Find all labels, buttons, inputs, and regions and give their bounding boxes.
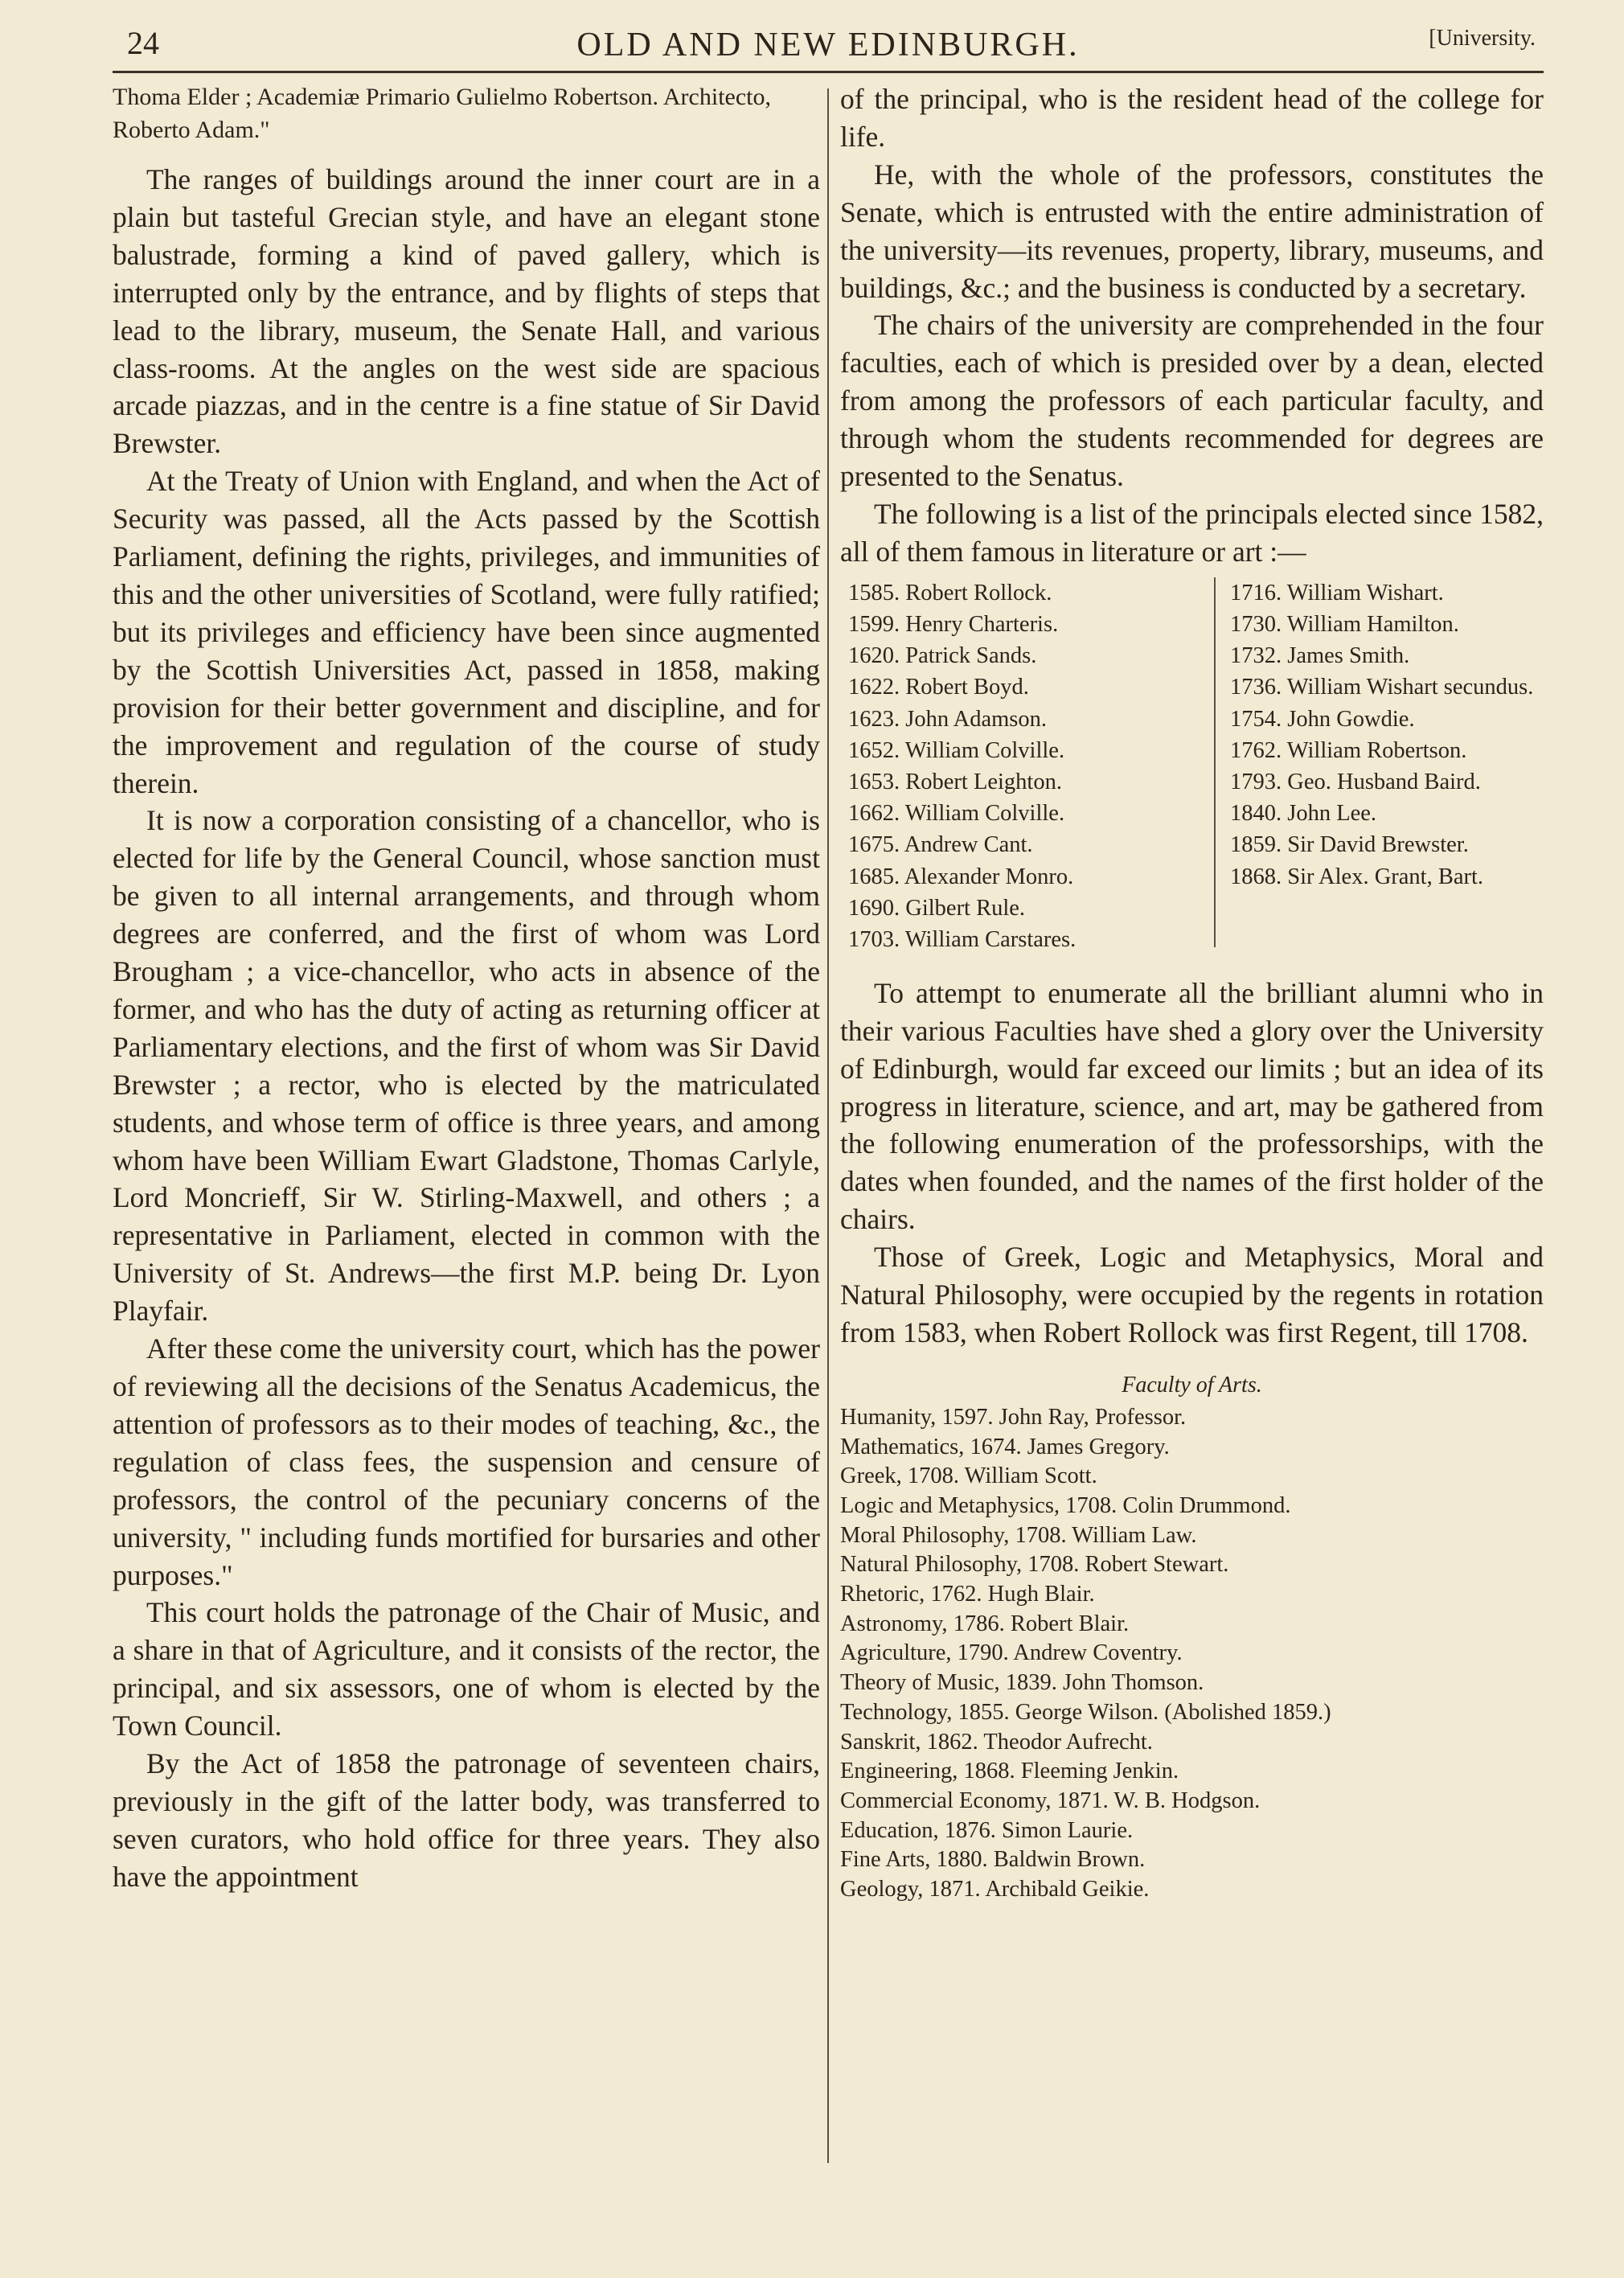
- list-item: 1732. James Smith.: [1230, 643, 1410, 669]
- list-item: 1690. Gilbert Rule.: [848, 895, 1026, 921]
- paragraph: Those of Greek, Logic and Metaphysics, Moral and Natural Philosophy, were occupied by the regents in rotation from 1583, when Robert Rollock was first Regent, till 1708.: [840, 1241, 1544, 1348]
- list-item: 1754. John Gowdie.: [1230, 706, 1415, 732]
- list-item: 1703. William Carstares.: [848, 927, 1077, 953]
- list-item: 1585. Robert Rollock.: [848, 580, 1052, 605]
- section-label: [University.: [1429, 26, 1536, 51]
- list-item: Theory of Music, 1839. John Thomson.: [840, 1670, 1204, 1696]
- paragraph: The ranges of buildings around the inner court are in a plain but tasteful Grecian style, and have an elegant stone balustrade, forming a kind of paved gallery, which is interrupted only by the entrance, and by flights of steps that lead to the library, museum, the Senate Hall, and various class-rooms. At the angles on the west side are spacious arcade piazzas, and in the centre is a fine statue of Sir David Brewster.: [113, 163, 820, 460]
- list-item: 1868. Sir Alex. Grant, Bart.: [1230, 864, 1484, 889]
- right-column: [840, 80, 1544, 1905]
- list-item: 1685. Alexander Monro.: [848, 864, 1074, 889]
- left-column: [113, 80, 820, 1896]
- list-item: 1599. Henry Charteris.: [848, 611, 1059, 637]
- list-item: Agriculture, 1790. Andrew Coventry.: [840, 1640, 1183, 1666]
- list-item: 1716. William Wishart.: [1230, 580, 1444, 605]
- list-item: 1859. Sir David Brewster.: [1230, 832, 1469, 858]
- list-item: Education, 1876. Simon Laurie.: [840, 1817, 1134, 1843]
- list-item: 1675. Andrew Cant.: [848, 832, 1033, 858]
- list-item: Natural Philosophy, 1708. Robert Stewart.: [840, 1552, 1229, 1578]
- list-item: Greek, 1708. William Scott.: [840, 1463, 1097, 1489]
- list-item: Commercial Economy, 1871. W. B. Hodgson.: [840, 1788, 1261, 1813]
- column-divider: [827, 88, 829, 2163]
- list-item: 1762. William Robertson.: [1230, 737, 1467, 763]
- paragraph-continuation: of the principal, who is the resident head of the college for life.: [840, 83, 1544, 153]
- inscription-quote: Thoma Elder ; Academiæ Primario Gulielmo Robertson. Architecto, Roberto Adam.": [113, 84, 771, 143]
- page-number: 24: [127, 25, 159, 61]
- list-item: 1840. John Lee.: [1230, 801, 1377, 827]
- running-header: [113, 14, 1544, 73]
- list-item: Engineering, 1868. Fleeming Jenkin.: [840, 1759, 1179, 1784]
- principals-column-1: [848, 577, 1202, 955]
- principals-list: [840, 577, 1544, 955]
- paragraph: After these come the university court, which has the power of reviewing all the decisions of the Senatus Academicus, the attention of professors as to their modes of teaching, &c., the regulation of class fees, the suspension and censure of professors, the control of the pecuniary concerns of the university, " including funds mortified for bursaries and other purposes.": [113, 1332, 820, 1591]
- list-item: 1730. William Hamilton.: [1230, 611, 1459, 637]
- paragraph: This court holds the patronage of the Chair of Music, and a share in that of Agriculture, and it consists of the rector, the principal, and six assessors, one of whom is elected by the Town Council.: [113, 1596, 820, 1742]
- paragraph: It is now a corporation consisting of a chancellor, who is elected for life by the General Council, whose sanction must be given to all internal arrangements, and through whom degrees are conferred, and the first of whom was Lord Brougham ; a vice-chancellor, who acts in absence of the former, and who has the duty of acting as returning officer at Parliamentary elections, and the first of whom was Sir David Brewster ; a rector, who is elected by the matriculated students, and whose term of office is three years, and among whom have been William Ewart Gladstone, Thomas Carlyle, Lord Moncrieff, Sir W. Stirling-Maxwell, and others ; a representative in Parliament, elected in common with the University of St. Andrews—the first M.P. being Dr. Lyon Playfair.: [113, 804, 820, 1328]
- paragraph: To attempt to enumerate all the brilliant alumni who in their various Faculties have shed a glory over the University of Edinburgh, would far exceed our limits ; but an idea of its progress in literature, science, and art, may be gathered from the following enumeration of the professorships, with the dates when founded, and the names of the first holder of the chairs.: [840, 976, 1544, 1236]
- list-item: Rhetoric, 1762. Hugh Blair.: [840, 1582, 1095, 1607]
- list-item: Sanskrit, 1862. Theodor Aufrecht.: [840, 1729, 1153, 1755]
- list-item: 1736. William Wishart secundus.: [1230, 675, 1534, 700]
- list-item: Humanity, 1597. John Ray, Professor.: [840, 1404, 1187, 1430]
- list-item: Logic and Metaphysics, 1708. Colin Drummond.: [840, 1492, 1291, 1518]
- list-item: Astronomy, 1786. Robert Blair.: [840, 1611, 1130, 1636]
- list-item: Technology, 1855. George Wilson. (Abolished 1859.): [840, 1699, 1331, 1725]
- book-title: OLD AND NEW EDINBURGH.: [576, 27, 1080, 64]
- list-item: 1623. John Adamson.: [848, 706, 1048, 732]
- list-item: Geology, 1871. Archibald Geikie.: [840, 1877, 1150, 1902]
- paragraph: At the Treaty of Union with England, and when the Act of Security was passed, all the Acts passed by the Scottish Parliament, defining the rights, privileges, and immunities of this and the other universities of Scotland, were fully ratified; but its privileges and efficiency have been since augmented by the Scottish Universities Act, passed in 1858, making provision for their better government and discipline, and for the improvement and regulation of the course of study therein.: [113, 465, 820, 799]
- paragraph: The chairs of the university are comprehended in the four faculties, each of which is presided over by a dean, elected from among the professors of each particular faculty, and through whom the students recommended for degrees are presented to the Senatus.: [840, 309, 1544, 493]
- list-item: 1652. William Colville.: [848, 737, 1065, 763]
- paragraph: By the Act of 1858 the patronage of seventeen chairs, previously in the gift of the latter body, was transferred to seven curators, who hold office for three years. They also have the appointment: [113, 1747, 820, 1893]
- list-item: 1662. William Colville.: [848, 801, 1065, 827]
- faculty-heading: Faculty of Arts.: [1122, 1372, 1262, 1398]
- paragraph: He, with the whole of the professors, constitutes the Senate, which is entrusted with the entire administration of the university—its revenues, property, library, museums, and buildings, &c.; and the business is conducted by a secretary.: [840, 158, 1544, 304]
- list-item: Fine Arts, 1880. Baldwin Brown.: [840, 1847, 1146, 1873]
- faculty-list: [840, 1403, 1544, 1905]
- principals-column-2: [1214, 577, 1544, 947]
- list-item: Moral Philosophy, 1708. William Law.: [840, 1522, 1197, 1548]
- list-item: 1622. Robert Boyd.: [848, 675, 1029, 700]
- list-item: Mathematics, 1674. James Gregory.: [840, 1434, 1170, 1459]
- list-item: 1653. Robert Leighton.: [848, 770, 1062, 794]
- list-item: 1620. Patrick Sands.: [848, 643, 1037, 669]
- list-item: 1793. Geo. Husband Baird.: [1230, 770, 1481, 794]
- paragraph: The following is a list of the principals elected since 1582, all of them famous in literature or art :—: [840, 497, 1544, 568]
